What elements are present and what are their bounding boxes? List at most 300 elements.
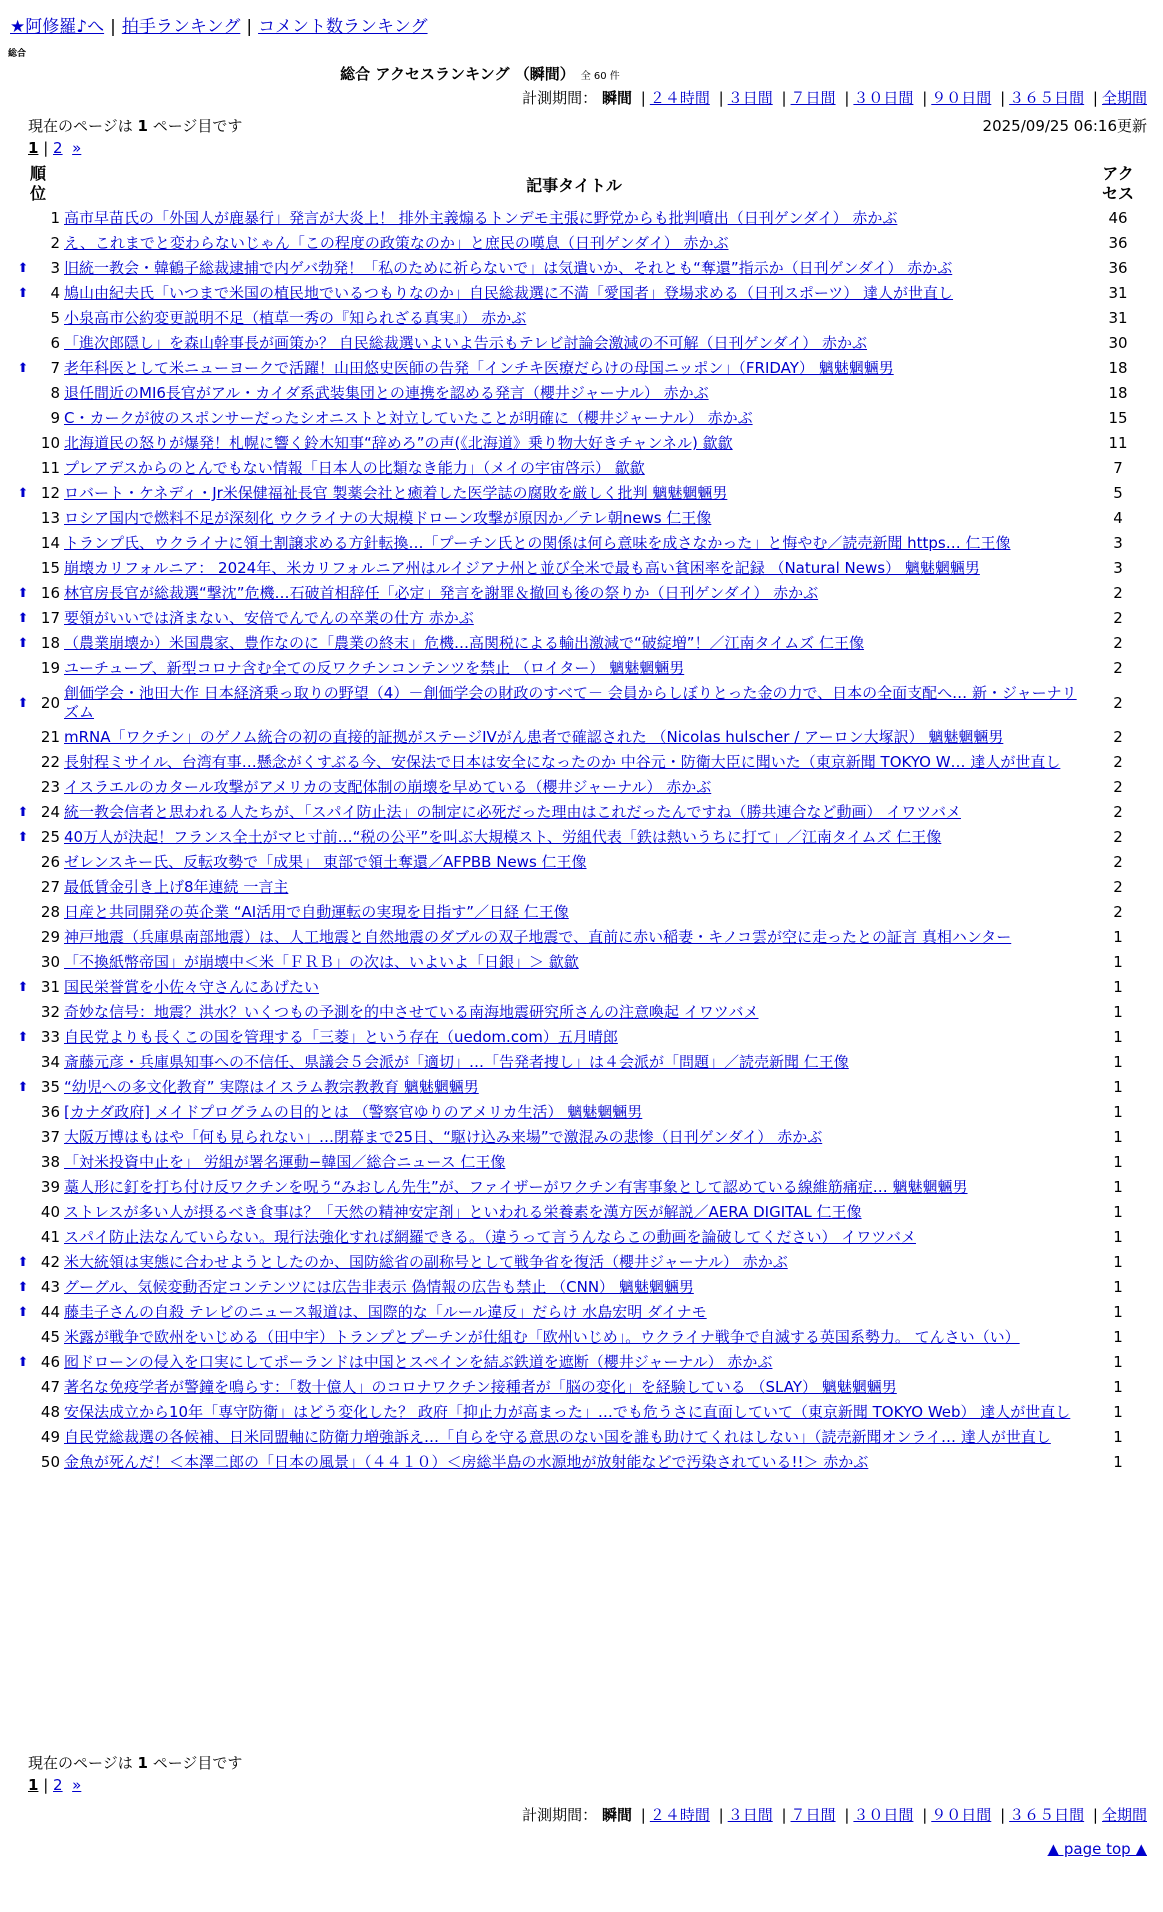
rank-number: 48: [40, 1403, 60, 1421]
period-link-30d[interactable]: ３０日間: [853, 1806, 914, 1824]
article-title-cell: [62, 606, 1086, 631]
period-link-24h[interactable]: ２４時間: [649, 89, 710, 107]
article-link[interactable]: 退任間近のMI6長官がアル・カイダ系武装集団との連携を認める発言（櫻井ジャーナル） 赤かぶ: [64, 384, 709, 402]
access-count: 31: [1108, 284, 1128, 302]
article-title-cell: [62, 900, 1086, 925]
rank-number: 8: [50, 384, 60, 402]
table-row: [14, 1425, 1150, 1450]
table-row: [14, 506, 1150, 531]
article-link[interactable]: （農業崩壊か）米国農家、豊作なのに「農業の終末」危機…高関税による輸出激減で“破綻増”！／江南タイムズ 仁王像: [64, 634, 865, 652]
access-count: 36: [1108, 234, 1128, 252]
pager-page-2[interactable]: 2: [53, 1776, 63, 1794]
access-count: 7: [1113, 459, 1123, 477]
rank-up-icon: [14, 1175, 32, 1200]
rank-up-icon: [14, 1150, 32, 1175]
access-count: 31: [1108, 309, 1128, 327]
access-count: 3: [1113, 534, 1123, 552]
rank-number: 1: [50, 209, 60, 227]
rank-up-icon: ⬆: [17, 695, 29, 711]
article-link[interactable]: 藁人形に釘を打ち付け反ワクチンを呪う“みおしん先生”が、ファイザーがワクチン有害事象として認めている線維筋痛症… 魑魅魍魎男: [64, 1178, 968, 1196]
access-count: 2: [1113, 659, 1123, 677]
rank-number: 21: [40, 728, 60, 746]
period-link-7d[interactable]: ７日間: [790, 89, 836, 107]
rank-number: 41: [40, 1228, 60, 1246]
rank-number: 37: [40, 1128, 60, 1146]
table-row: [14, 800, 1150, 825]
nav-separator: |: [246, 17, 253, 37]
table-row: [14, 1025, 1150, 1050]
rank-up-icon: [14, 900, 32, 925]
top-nav: [10, 12, 428, 37]
page-top-link[interactable]: ▲ page top ▲: [1047, 1840, 1147, 1858]
article-link[interactable]: 統一教会信者と思われる人たちが、「スパイ防止法」の制定に必死だった理由はこれだったんですね（勝共連合など動画） イワツバメ: [64, 803, 961, 821]
article-title-cell: [62, 406, 1086, 431]
rank-number: 11: [40, 459, 60, 477]
rank-up-icon: [14, 381, 32, 406]
article-link[interactable]: 奇妙な信号：地震？洪水？いくつもの予測を的中させている南海地震研究所さんの注意喚起 イワツバメ: [64, 1003, 759, 1021]
article-link[interactable]: 創価学会・池田大作 日本経済乗っ取りの野望（4）－創価学会の財政のすべて－ 会員からしぼりとった金の力で、日本の全面支配へ… 新・ジャーナリズム: [64, 684, 1077, 721]
article-link[interactable]: スパイ防止法なんていらない。現行法強化すれば網羅できる。（違うって言うんならこの動画を論破してください） イワツバメ: [64, 1228, 916, 1246]
rank-number: 28: [40, 903, 60, 921]
rank-up-icon: [14, 431, 32, 456]
rank-number: 22: [40, 753, 60, 771]
access-count: 2: [1113, 634, 1123, 652]
article-link[interactable]: ゼレンスキー氏、反転攻勢で「成果」 東部で領土奪還／AFPBB News 仁王像: [64, 853, 587, 871]
article-link[interactable]: C・カークが彼のスポンサーだったシオニストと対立していたことが明確に（櫻井ジャーナル） 赤かぶ: [64, 409, 753, 427]
header-access: アクセス: [1101, 164, 1134, 203]
ranking-table: [14, 162, 1150, 1475]
pager-page-2[interactable]: 2: [53, 139, 63, 157]
table-row: [14, 656, 1150, 681]
pager-bottom: 1 | 2 »: [28, 1776, 82, 1794]
access-count: 1: [1113, 1378, 1123, 1396]
access-count: 30: [1108, 334, 1128, 352]
access-count: 2: [1113, 584, 1123, 602]
rank-up-icon: ⬆: [17, 1305, 29, 1320]
article-link[interactable]: 自民党総裁選の各候補、日米同盟軸に防衛力増強訴え…「自らを守る意思のない国を誰も助けてくれはしない」（読売新聞オンライ… 達人が世直し: [64, 1428, 1051, 1446]
header-rank: 順位: [29, 164, 46, 203]
access-count: 11: [1108, 434, 1128, 452]
article-link[interactable]: 自民党よりも長くこの国を管理する「三菱」という存在（uedom.com）五月晴郎: [64, 1028, 618, 1046]
access-count: 1: [1113, 1003, 1123, 1021]
article-title-cell: [62, 1250, 1086, 1275]
article-link[interactable]: グーグル、気候変動否定コンテンツには広告非表示 偽情報の広告も禁止 （CNN） 魑魅魍魎男: [64, 1278, 694, 1296]
article-link[interactable]: ロバート・ケネディ・Jr米保健福祉長官 製薬会社と癒着した医学誌の腐敗を厳しく批判 魑魅魍魎男: [64, 484, 728, 502]
rank-number: 46: [40, 1353, 60, 1371]
article-link[interactable]: 旧統一教会・韓鶴子総裁逮捕で内ゲバ勃発！「私のために祈らないで」は気遣いか、それとも“奪還”指示か（日刊ゲンダイ） 赤かぶ: [64, 259, 953, 277]
article-title-cell: [62, 1275, 1086, 1300]
rank-number: 45: [40, 1328, 60, 1346]
rank-up-icon: ⬆: [17, 586, 29, 601]
article-link[interactable]: 日産と共同開発の英企業 “AI活用で自動運転の実現を目指す”／日経 仁王像: [64, 903, 569, 921]
article-title-cell: [62, 1450, 1086, 1475]
access-count: 1: [1113, 1253, 1123, 1271]
rank-up-icon: [14, 406, 32, 431]
access-count: 1: [1113, 978, 1123, 996]
article-title-cell: [62, 206, 1086, 231]
rank-up-icon: ⬆: [17, 261, 29, 276]
access-count: 1: [1113, 1328, 1123, 1346]
article-title-cell: [62, 256, 1086, 281]
article-link[interactable]: 斎藤元彦・兵庫県知事への不信任、県議会５会派が「適切」…「告発者捜し」は４会派が「問題」／読売新聞 仁王像: [64, 1053, 849, 1071]
pager-next[interactable]: »: [72, 1776, 82, 1794]
rank-up-icon: [14, 231, 32, 256]
rank-up-icon: ⬆: [17, 486, 29, 501]
rank-up-icon: [14, 875, 32, 900]
period-link-365d[interactable]: ３６５日間: [1009, 89, 1085, 107]
access-count: 2: [1113, 803, 1123, 821]
rank-up-icon: [14, 1425, 32, 1450]
access-count: 2: [1113, 753, 1123, 771]
rank-number: 40: [40, 1203, 60, 1221]
rank-up-icon: [14, 656, 32, 681]
rank-number: 17: [40, 609, 60, 627]
table-row: [14, 1150, 1150, 1175]
article-link[interactable]: 老年科医として米ニューヨークで活躍！山田悠史医師の告発「インチキ医療だらけの母国ニッポン」（FRIDAY） 魑魅魍魎男: [64, 359, 894, 377]
article-title-cell: [62, 1000, 1086, 1025]
table-row: [14, 925, 1150, 950]
article-title-cell: [62, 331, 1086, 356]
article-title-cell: [62, 456, 1086, 481]
period-label: 計測期間：: [522, 89, 598, 107]
article-title-cell: [62, 281, 1086, 306]
article-link[interactable]: 国民栄誉賞を小佐々守さんにあげたい: [64, 978, 320, 996]
article-link[interactable]: 最低賃金引き上げ8年連続 一言主: [64, 878, 289, 896]
nav-link-asyura[interactable]: ★阿修羅♪へ: [10, 17, 105, 37]
rank-number: 3: [50, 259, 60, 277]
article-title-cell: [62, 725, 1086, 750]
rank-up-icon: [14, 531, 32, 556]
rank-up-icon: [14, 206, 32, 231]
period-selector-top: 計測期間： 瞬間 | ２４時間 | ３日間 | ７日間 | ３０日間 | ９０日間 | ３６５日間 | 全期間: [522, 89, 1147, 107]
rank-up-icon: ⬆: [17, 1355, 29, 1370]
article-link[interactable]: 金魚が死んだ！＜本澤二郎の「日本の風景」（４４１０）＜房総半島の水源地が放射能などで汚染されている!!＞ 赤かぶ: [64, 1453, 869, 1471]
table-row: [14, 1175, 1150, 1200]
table-row: [14, 631, 1150, 656]
article-title-cell: [62, 1075, 1086, 1100]
article-link[interactable]: 「不換紙幣帝国」が崩壊中＜米「ＦＲＢ」の次は、いよいよ「日銀」＞ 歙歙: [64, 953, 579, 971]
current-page-info-bottom: 現在のページは 1 ページ目です: [28, 1754, 243, 1772]
period-link-7d[interactable]: ７日間: [790, 1806, 836, 1824]
article-link[interactable]: 小泉高市公約変更説明不足（植草一秀の『知られざる真実』） 赤かぶ: [64, 309, 527, 327]
article-title-cell: [62, 381, 1086, 406]
period-current: 瞬間: [601, 1806, 632, 1824]
rank-number: 32: [40, 1003, 60, 1021]
period-link-3d[interactable]: ３日間: [727, 89, 773, 107]
table-row: [14, 1050, 1150, 1075]
rank-number: 29: [40, 928, 60, 946]
article-title-cell: [62, 875, 1086, 900]
table-row: [14, 1225, 1150, 1250]
article-title-cell: [62, 975, 1086, 1000]
access-count: 1: [1113, 1453, 1123, 1471]
article-link[interactable]: ストレスが多い人が摂るべき食事は？「天然の精神安定剤」といわれる栄養素を漢方医が解説／AERA DIGITAL 仁王像: [64, 1203, 862, 1221]
article-link[interactable]: mRNA「ワクチン」のゲノム統合の初の直接的証拠がステージIVがん患者で確認された （Nicolas hulscher / アーロン大塚訳） 魑魅魍魎男: [64, 728, 1004, 746]
table-row: [14, 1300, 1150, 1325]
article-title-cell: [62, 506, 1086, 531]
rank-number: 23: [40, 778, 60, 796]
article-title-cell: [62, 531, 1086, 556]
rank-number: 24: [40, 803, 60, 821]
pager-next[interactable]: »: [72, 139, 82, 157]
article-link[interactable]: トランプ氏、ウクライナに領土割譲求める方針転換…「プーチン氏との関係は何ら意味を成さなかった」と悔やむ／読売新聞 https… 仁王像: [64, 534, 1011, 552]
table-row: [14, 256, 1150, 281]
header-title: 記事タイトル: [526, 175, 622, 195]
article-link[interactable]: 北海道民の怒りが爆発！札幌に響く鈴木知事“辞めろ”の声(《北海道》乗り物大好きチャンネル) 歙歙: [64, 434, 733, 452]
table-row: [14, 1400, 1150, 1425]
rank-number: 27: [40, 878, 60, 896]
table-row: [14, 1275, 1150, 1300]
article-title-cell: [62, 825, 1086, 850]
article-title-cell: [62, 431, 1086, 456]
rank-number: 14: [40, 534, 60, 552]
article-title-cell: [62, 950, 1086, 975]
access-count: 1: [1113, 1203, 1123, 1221]
rank-up-icon: ⬆: [17, 286, 29, 301]
table-row: [14, 1325, 1150, 1350]
rank-number: 7: [50, 359, 60, 377]
table-row: [14, 1100, 1150, 1125]
article-title-cell: [62, 481, 1086, 506]
table-row: [14, 875, 1150, 900]
article-link[interactable]: イスラエルのカタール攻撃がアメリカの支配体制の崩壊を早めている（櫻井ジャーナル） 赤かぶ: [64, 778, 712, 796]
rank-up-icon: ⬆: [17, 830, 29, 845]
table-row: [14, 481, 1150, 506]
access-count: 1: [1113, 928, 1123, 946]
nav-separator: |: [110, 17, 116, 37]
rank-up-icon: [14, 950, 32, 975]
rank-number: 15: [40, 559, 60, 577]
article-link[interactable]: 崩壊カリフォルニア： 2024年、米カリフォルニア州はルイジアナ州と並び全米で最も高い貧困率を記録 （Natural News） 魑魅魍魎男: [64, 559, 980, 577]
rank-up-icon: [14, 456, 32, 481]
article-title-cell: [62, 231, 1086, 256]
rank-number: 35: [40, 1078, 60, 1096]
period-current: 瞬間: [601, 89, 632, 107]
article-link[interactable]: 神戸地震（兵庫県南部地震）は、人工地震と自然地震のダブルの双子地震で、直前に赤い稲妻・キノコ雲が空に走ったとの証言 真相ハンター: [64, 928, 1012, 946]
period-link-365d[interactable]: ３６５日間: [1009, 1806, 1085, 1824]
article-link[interactable]: 米大統領は実態に合わせようとしたのか、国防総省の副称号として戦争省を復活（櫻井ジャーナル） 赤かぶ: [64, 1253, 788, 1271]
table-row: [14, 231, 1150, 256]
table-row: [14, 850, 1150, 875]
article-title-cell: [62, 925, 1086, 950]
article-link[interactable]: 藤圭子さんの自殺 テレビのニュース報道は、国際的な「ルール違反」だらけ 水島宏明 ダイナモ: [64, 1303, 707, 1321]
rank-up-icon: ⬆: [17, 805, 29, 820]
table-row: [14, 556, 1150, 581]
article-link[interactable]: 米露が戦争で欧州をいじめる（田中宇）トランプとプーチンが仕組む「欧州いじめ」。ウクライナ戦争で自滅する英国系勢力。 てんさい（い）: [64, 1328, 1020, 1346]
article-link[interactable]: 林官房長官が総裁選“撃沈”危機…石破首相辞任「必定」発言を謝罪＆撤回も後の祭りか（日刊ゲンダイ） 赤かぶ: [64, 584, 819, 602]
access-count: 1: [1113, 1053, 1123, 1071]
access-count: 2: [1113, 728, 1123, 746]
access-count: 2: [1113, 778, 1123, 796]
access-count: 1: [1113, 1028, 1123, 1046]
article-title-cell: [62, 1150, 1086, 1175]
table-row: [14, 1250, 1150, 1275]
rank-number: 42: [40, 1253, 60, 1271]
table-row: [14, 900, 1150, 925]
rank-up-icon: [14, 1125, 32, 1150]
article-title-cell: [62, 850, 1086, 875]
access-count: 1: [1113, 1178, 1123, 1196]
article-link[interactable]: 大阪万博はもはや「何も見られない」…閉幕まで25日、“駆け込み来場”で激混みの悲惨（日刊ゲンダイ） 赤かぶ: [64, 1128, 823, 1146]
access-count: 1: [1113, 1128, 1123, 1146]
rank-number: 39: [40, 1178, 60, 1196]
article-title-cell: [62, 1175, 1086, 1200]
article-link[interactable]: 「進次郎隠し」を森山幹事長が画策か？ 自民総裁選いよいよ告示もテレビ討論会激減の不可解（日刊ゲンダイ） 赤かぶ: [64, 334, 868, 352]
table-row: [14, 431, 1150, 456]
article-link[interactable]: ロシア国内で燃料不足が深刻化 ウクライナの大規模ドローン攻撃が原因か／テレ朝news 仁王像: [64, 509, 712, 527]
rank-up-icon: [14, 775, 32, 800]
access-count: 2: [1113, 693, 1123, 712]
table-row: [14, 950, 1150, 975]
updated-timestamp: 2025/09/25 06:16更新: [982, 117, 1147, 135]
pager-current: 1: [28, 139, 39, 157]
rank-up-icon: ⬆: [17, 980, 29, 995]
pager-top: 1 | 2 »: [28, 139, 82, 157]
article-link[interactable]: 安保法成立から10年「専守防衛」はどう変化した？ 政府「抑止力が高まった」…でも危うさに直面していて（東京新聞 TOKYO Web） 達人が世直し: [64, 1403, 1071, 1421]
article-title-cell: [62, 1200, 1086, 1225]
table-row: [14, 206, 1150, 231]
rank-up-icon: ⬆: [17, 1280, 29, 1295]
rank-number: 20: [40, 693, 60, 712]
rank-up-icon: [14, 1225, 32, 1250]
table-row: [14, 725, 1150, 750]
access-count: 1: [1113, 1353, 1123, 1371]
rank-up-icon: ⬆: [17, 611, 29, 626]
article-title-cell: [62, 1100, 1086, 1125]
table-row: [14, 331, 1150, 356]
period-link-24h[interactable]: ２４時間: [649, 1806, 710, 1824]
access-count: 18: [1108, 384, 1128, 402]
current-page-info: 現在のページは 1 ページ目です: [28, 117, 243, 135]
pager-current: 1: [28, 1776, 39, 1794]
article-title-cell: [62, 1425, 1086, 1450]
rank-up-icon: ⬆: [17, 361, 29, 376]
article-link[interactable]: 鳩山由紀夫氏「いつまで米国の植民地でいるつもりなのか」自民総裁選に不満「愛国者」登場求める（日刊スポーツ） 達人が世直し: [64, 284, 954, 302]
rank-up-icon: ⬆: [17, 636, 29, 651]
access-count: 1: [1113, 1103, 1123, 1121]
rank-up-icon: [14, 725, 32, 750]
article-link[interactable]: プレアデスからのとんでもない情報「日本人の比類なき能力」（メイの宇宙啓示） 歙歙: [64, 459, 645, 477]
table-row: [14, 1200, 1150, 1225]
rank-number: 47: [40, 1378, 60, 1396]
rank-number: 6: [50, 334, 60, 352]
rank-up-icon: [14, 306, 32, 331]
nav-link-clap-ranking[interactable]: 拍手ランキング: [121, 17, 241, 37]
access-count: 1: [1113, 953, 1123, 971]
rank-number: 13: [40, 509, 60, 527]
rank-number: 5: [50, 309, 60, 327]
rank-number: 2: [50, 234, 60, 252]
table-row: [14, 975, 1150, 1000]
period-link-all[interactable]: 全期間: [1101, 1806, 1147, 1824]
article-title-cell: [62, 1350, 1086, 1375]
table-row: [14, 606, 1150, 631]
access-count: 1: [1113, 1278, 1123, 1296]
ranking-rows: [14, 206, 1150, 1475]
ranking-title: 総合 アクセスランキング （瞬間）: [340, 65, 575, 83]
access-count: 2: [1113, 903, 1123, 921]
ranking-total: 全 60 件: [580, 71, 620, 82]
rank-number: 44: [40, 1303, 60, 1321]
rank-number: 19: [40, 659, 60, 677]
rank-number: 30: [40, 953, 60, 971]
rank-up-icon: [14, 1050, 32, 1075]
table-row: [14, 306, 1150, 331]
article-title-cell: [62, 1225, 1086, 1250]
table-row: [14, 381, 1150, 406]
article-link[interactable]: 高市早苗氏の「外国人が鹿暴行」発言が大炎上！ 排外主義煽るトンデモ主張に野党からも批判噴出（日刊ゲンダイ） 赤かぶ: [64, 209, 898, 227]
article-title-cell: [62, 775, 1086, 800]
article-link[interactable]: “幼児への多文化教育” 実際はイスラム教宗教教育 魑魅魍魎男: [64, 1078, 479, 1096]
rank-up-icon: [14, 1100, 32, 1125]
table-row: [14, 825, 1150, 850]
rank-up-icon: [14, 1450, 32, 1475]
rank-up-icon: [14, 850, 32, 875]
period-selector-bottom: 計測期間： 瞬間 | ２４時間 | ３日間 | ７日間 | ３０日間 | ９０日間 | ３６５日間 | 全期間: [522, 1806, 1147, 1824]
rank-number: 49: [40, 1428, 60, 1446]
table-row: [14, 750, 1150, 775]
nav-link-comment-ranking[interactable]: コメント数ランキング: [258, 17, 428, 37]
period-link-all[interactable]: 全期間: [1101, 89, 1147, 107]
rank-number: 9: [50, 409, 60, 427]
access-count: 5: [1113, 484, 1123, 502]
period-link-3d[interactable]: ３日間: [727, 1806, 773, 1824]
article-link[interactable]: え、これまでと変わらないじゃん「この程度の政策なのか」と庶民の嘆息（日刊ゲンダイ） 赤かぶ: [64, 234, 729, 252]
article-link[interactable]: 著名な免疫学者が警鐘を鳴らす：「数十億人」のコロナワクチン接種者が「脳の変化」を経験している （SLAY） 魑魅魍魎男: [64, 1378, 897, 1396]
rank-number: 10: [40, 434, 60, 452]
ranking-heading: [0, 63, 960, 84]
article-link[interactable]: 囮ドローンの侵入を口実にしてポーランドは中国とスペインを結ぶ鉄道を遮断（櫻井ジャーナル） 赤かぶ: [64, 1353, 773, 1371]
rank-number: 16: [40, 584, 60, 602]
access-count: 1: [1113, 1403, 1123, 1421]
article-link[interactable]: [カナダ政府] メイドプログラムの目的とは （警察官ゆりのアメリカ生活） 魑魅魍魎男: [64, 1103, 643, 1121]
table-row: [14, 1125, 1150, 1150]
rank-number: 12: [40, 484, 60, 502]
access-count: 2: [1113, 853, 1123, 871]
table-row: [14, 681, 1150, 725]
article-title-cell: [62, 1125, 1086, 1150]
rank-number: 33: [40, 1028, 60, 1046]
rank-up-icon: [14, 925, 32, 950]
article-title-cell: [62, 306, 1086, 331]
article-link[interactable]: 長射程ミサイル、台湾有事…懸念がくすぶる今、安保法で日本は安全になったのか 中谷元・防衛大臣に聞いた（東京新聞 TOKYO W… 達人が世直し: [64, 753, 1061, 771]
period-link-90d[interactable]: ９０日間: [931, 89, 992, 107]
rank-number: 4: [50, 284, 60, 302]
table-row: [14, 1450, 1150, 1475]
rank-up-icon: [14, 1200, 32, 1225]
article-title-cell: [62, 631, 1086, 656]
rank-up-icon: [14, 331, 32, 356]
rank-up-icon: ⬆: [17, 1030, 29, 1045]
article-link[interactable]: 要領がいいでは済まない、安倍でんでんの卒業の仕方 赤かぶ: [64, 609, 474, 627]
access-count: 1: [1113, 1228, 1123, 1246]
period-link-30d[interactable]: ３０日間: [853, 89, 914, 107]
article-link[interactable]: 「対米投資中止を」 労組が署名運動−韓国／総合ニュース 仁王像: [64, 1153, 506, 1171]
period-link-90d[interactable]: ９０日間: [931, 1806, 992, 1824]
rank-number: 43: [40, 1278, 60, 1296]
table-row: [14, 581, 1150, 606]
rank-up-icon: ⬆: [17, 1255, 29, 1270]
rank-number: 36: [40, 1103, 60, 1121]
article-link[interactable]: ユーチューブ、新型コロナ含む全ての反ワクチンコンテンツを禁止 （ロイター） 魑魅魍魎男: [64, 659, 685, 677]
rank-number: 25: [40, 828, 60, 846]
article-title-cell: [62, 1375, 1086, 1400]
access-count: 1: [1113, 1303, 1123, 1321]
article-link[interactable]: 40万人が決起！フランス全土がマヒ寸前…“税の公平”を叫ぶ大規模スト、労組代表「鉄は熱いうちに打て」／江南タイムズ 仁王像: [64, 828, 942, 846]
access-count: 3: [1113, 559, 1123, 577]
rank-number: 31: [40, 978, 60, 996]
table-row: [14, 1350, 1150, 1375]
